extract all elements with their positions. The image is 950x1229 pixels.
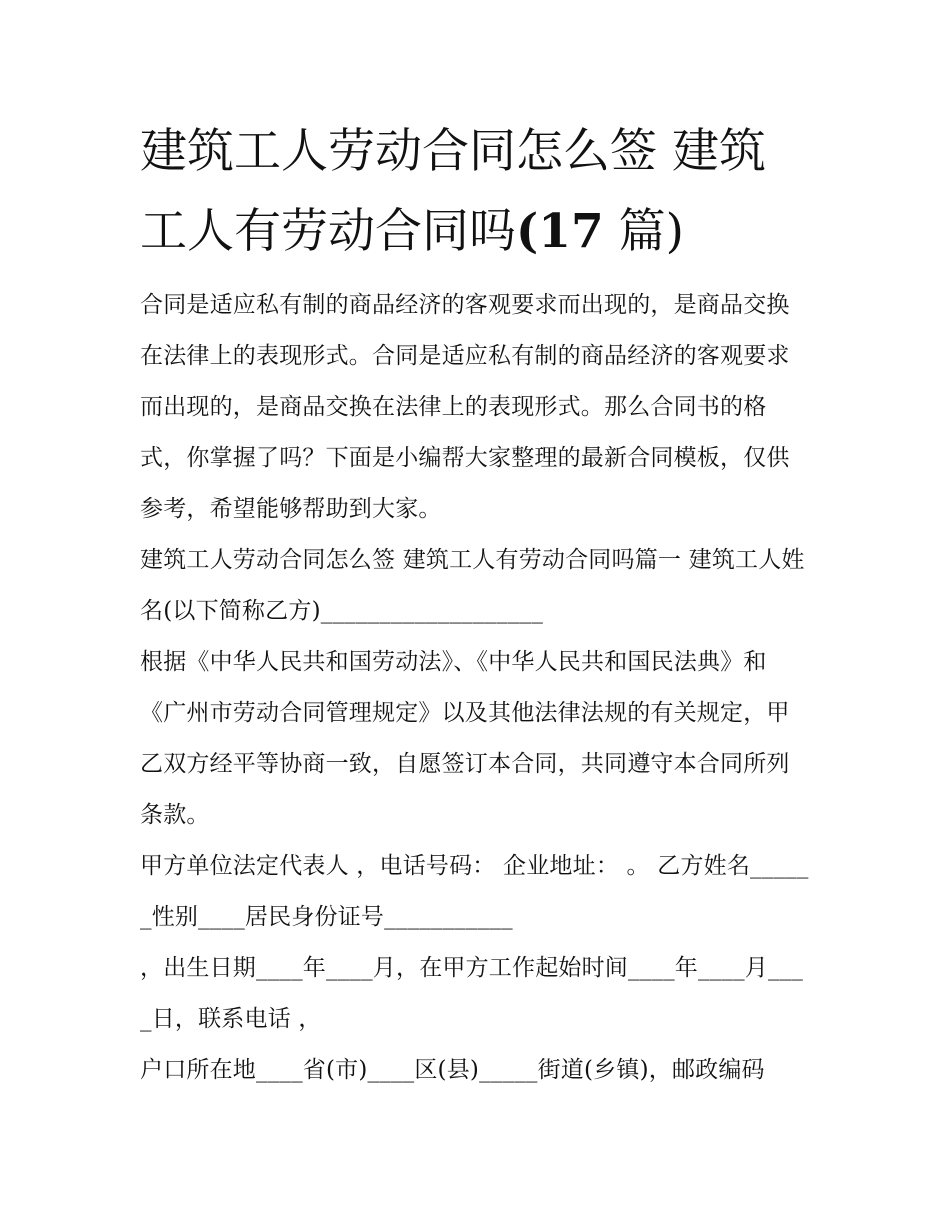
title-suffix: 篇) [603,204,684,259]
document-title [140,112,812,272]
legal-basis-paragraph: 根据《中华人民共和国劳动法》、《中华人民共和国民法典》和《广州市劳动合同管理规定》以及其他法律法规的有关规定，甲乙双方经平等协商一致，自愿签订本合同，共同遵守本合同所列条款。 [140,649,790,828]
residence-paragraph: 户口所在地____省(市)____区(县)_____街道(乡镇)，邮政编码 [140,1057,765,1083]
document-body [140,280,812,1096]
document-page [140,112,812,1096]
title-count: (17 [516,204,604,259]
intro-paragraph: 合同是适应私有制的商品经济的客观要求而出现的，是商品交换在法律上的表现形式。合同是适应私有制的商品经济的客观要求而出现的，是商品交换在法律上的表现形式。那么合同书的格式，你掌握了吗？下面是小编帮大家整理的最新合同模板，仅供参考，希望能够帮助到大家。 [140,292,790,522]
title-text: 建筑工人劳动合同怎么签 建筑工人有劳动合同吗 [140,124,766,259]
section-heading-paragraph: 建筑工人劳动合同怎么签 建筑工人有劳动合同吗篇一 建筑工人姓名(以下简称乙方)___________________ [140,547,805,624]
birth-date-paragraph: ，出生日期____年____月，在甲方工作起始时间____年____月____日，联系电话 ， [140,955,804,1032]
party-info-paragraph: 甲方单位法定代表人 ，电话号码： 企业地址： 。 乙方姓名______性别____居民身份证号___________ [140,853,809,930]
